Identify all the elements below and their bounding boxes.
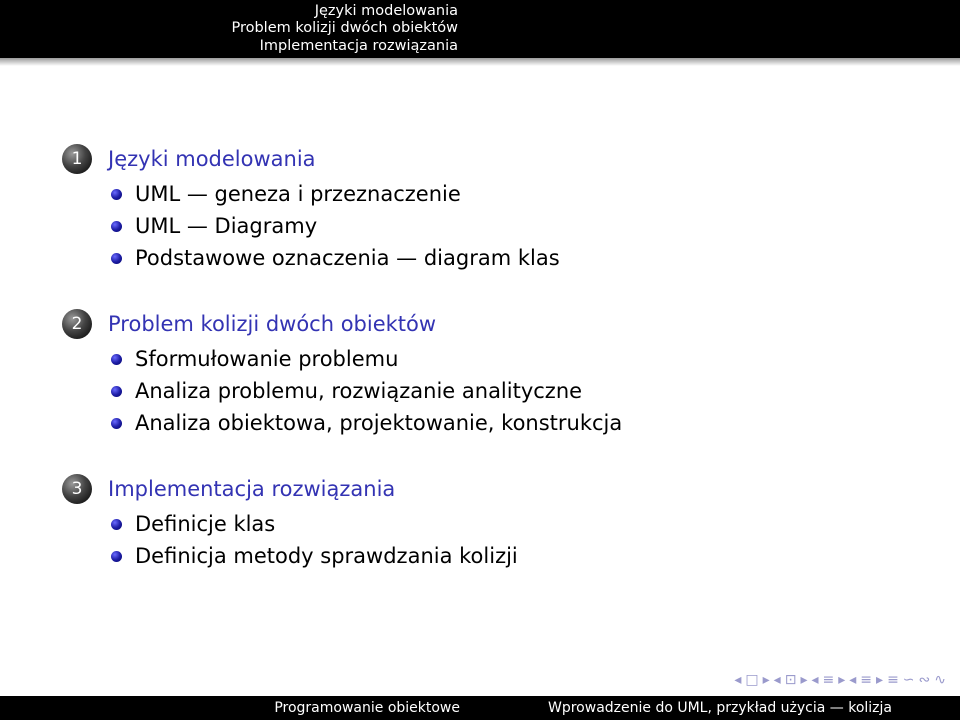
nav-section-icon[interactable]: ≡ <box>860 672 873 688</box>
section-number-ball: 3 <box>62 474 92 504</box>
subsection-item[interactable] <box>62 375 942 407</box>
section-title[interactable]: Implementacja rozwiązania <box>108 477 396 501</box>
footer-course-title: Programowanie obiektowe <box>0 696 480 720</box>
subsection-item[interactable] <box>62 210 942 242</box>
nav-prev-subsection-icon[interactable]: ◂ <box>811 672 819 688</box>
bullet-icon <box>111 189 122 200</box>
section-heading[interactable] <box>62 305 942 343</box>
outline-section-3 <box>62 470 942 572</box>
outline-section-2 <box>62 305 942 439</box>
footer-lecture-title: Wprowadzenie do UML, przykład użycia — kolizja <box>480 696 960 720</box>
header-section-3-link[interactable]: Implementacja rozwiązania <box>259 37 458 54</box>
nav-forward-icon[interactable]: ∿ <box>934 672 946 688</box>
bullet-icon <box>111 253 122 264</box>
nav-back-icon[interactable]: ∾ <box>918 672 931 688</box>
bullet-icon <box>111 354 122 365</box>
nav-frame-icon[interactable]: ⊡ <box>784 672 797 688</box>
header-right-panel <box>480 0 960 58</box>
bullet-icon <box>111 386 122 397</box>
subsection-label: Analiza problemu, rozwiązanie analityczne <box>135 379 583 403</box>
beamer-navigation <box>734 670 946 690</box>
subsection-label: UML — geneza i przeznaczenie <box>135 182 461 206</box>
nav-prev-slide-icon[interactable]: ◂ <box>734 672 742 688</box>
nav-next-section-icon[interactable]: ▸ <box>876 672 884 688</box>
nav-next-frame-icon[interactable]: ▸ <box>800 672 808 688</box>
bullet-icon <box>111 418 122 429</box>
subsection-item[interactable] <box>62 178 942 210</box>
nav-slide-icon[interactable]: □ <box>745 672 759 688</box>
header-section-list <box>0 0 480 58</box>
section-title[interactable]: Języki modelowania <box>108 147 316 171</box>
nav-document-icon[interactable]: ≡ <box>887 672 899 688</box>
header-section-2-link[interactable]: Problem kolizji dwóch obiektów <box>231 20 458 37</box>
header-bar <box>0 0 960 58</box>
section-number-ball: 2 <box>62 309 92 339</box>
section-number-ball: 1 <box>62 144 92 174</box>
subsection-item[interactable] <box>62 508 942 540</box>
subsection-label: Podstawowe oznaczenia — diagram klas <box>135 246 560 270</box>
subsection-label: Definicja metody sprawdzania kolizji <box>135 544 518 568</box>
header-section-1-link[interactable]: Języki modelowania <box>314 2 458 19</box>
bullet-icon <box>111 519 122 530</box>
subsection-label: Definicje klas <box>135 512 276 536</box>
subsection-label: UML — Diagramy <box>135 214 318 238</box>
subsection-label: Sformułowanie problemu <box>135 347 399 371</box>
bullet-icon <box>111 551 122 562</box>
subsection-label: Analiza obiektowa, projektowanie, konstrukcja <box>135 411 623 435</box>
nav-subsection-icon[interactable]: ≡ <box>822 672 835 688</box>
section-title[interactable]: Problem kolizji dwóch obiektów <box>108 312 437 336</box>
subsection-item[interactable] <box>62 343 942 375</box>
nav-next-slide-icon[interactable]: ▸ <box>762 672 770 688</box>
section-heading[interactable] <box>62 470 942 508</box>
bullet-icon <box>111 221 122 232</box>
nav-prev-frame-icon[interactable]: ◂ <box>773 672 781 688</box>
subsection-item[interactable] <box>62 242 942 274</box>
subsection-item[interactable] <box>62 407 942 439</box>
nav-next-subsection-icon[interactable]: ▸ <box>838 672 846 688</box>
outline <box>62 140 942 572</box>
nav-prev-section-icon[interactable]: ◂ <box>849 672 857 688</box>
subsection-item[interactable] <box>62 540 942 572</box>
section-heading[interactable] <box>62 140 942 178</box>
header-shadow <box>0 58 960 66</box>
nav-search-icon[interactable]: ∽ <box>902 672 915 688</box>
outline-section-1 <box>62 140 942 274</box>
footer-bar <box>0 696 960 720</box>
